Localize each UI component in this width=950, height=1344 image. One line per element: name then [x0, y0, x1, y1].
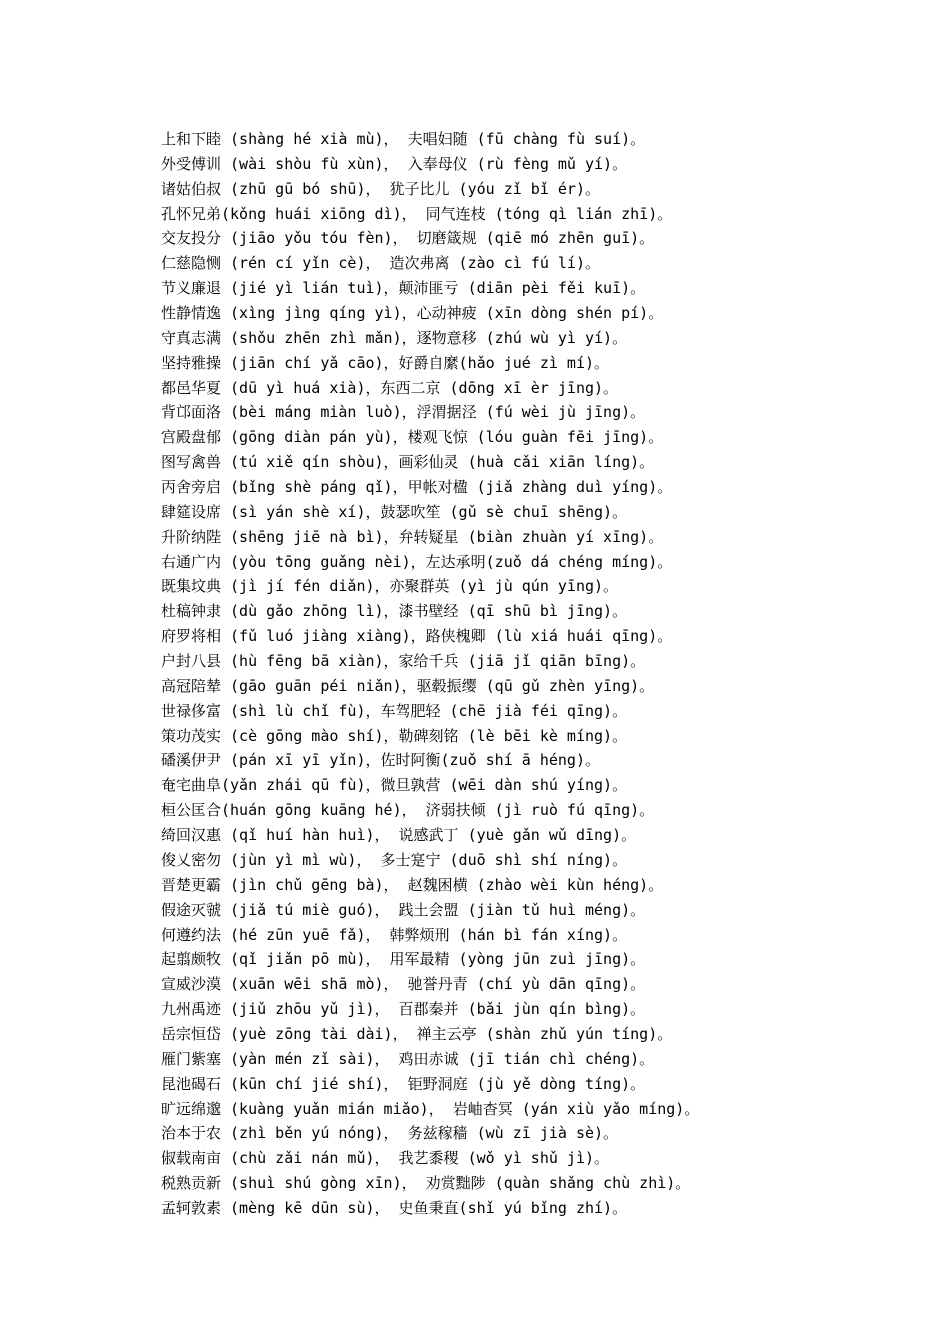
- text-line: 孟轲敦素 (mèng kē dūn sù)， 史鱼秉直(shǐ yú bǐng zhí)。: [161, 1198, 628, 1217]
- text-line: 绮回汉惠 (qǐ huí hàn huì)， 说感武丁 (yuè gǎn wǔ dīng)。: [161, 826, 637, 845]
- text-line: 杜稿钟隶 (dù gǎo zhōng lì)，漆书壁经 (qī shū bì jīng)。: [161, 602, 628, 621]
- text-line: 旷远绵邈 (kuàng yuǎn mián miǎo)， 岩岫杳冥 (yán xiù yǎo míng)。: [161, 1099, 700, 1118]
- text-line: 何遵约法 (hé zūn yuē fǎ)， 韩弊烦刑 (hán bì fán xíng)。: [161, 925, 628, 944]
- text-line: 治本于农 (zhì běn yú nóng)， 务兹稼穑 (wù zī jià sè)。: [161, 1124, 619, 1143]
- text-line: 交友投分 (jiāo yǒu tóu fèn)， 切磨箴规 (qiē mó zhēn guī)。: [161, 229, 655, 248]
- text-line: 晋楚更霸 (jìn chǔ gēng bà)， 赵魏困横 (zhào wèi kùn héng)。: [161, 875, 664, 894]
- text-line: 起翦颇牧 (qǐ jiǎn pō mù)， 用军最精 (yòng jūn zuì jīng)。: [161, 950, 646, 969]
- text-line: 策功茂实 (cè gōng mào shí)，勒碑刻铭 (lè bēi kè míng)。: [161, 726, 628, 745]
- text-line: 孔怀兄弟(kǒng huái xiōng dì)， 同气连枝 (tóng qì lián zhī)。: [161, 204, 673, 223]
- text-line: 守真志满 (shǒu zhēn zhì mǎn)，逐物意移 (zhú wù yì yí)。: [161, 328, 628, 347]
- text-line: 性静情逸 (xìng jìng qíng yì)，心动神疲 (xīn dòng shén pí)。: [161, 304, 664, 323]
- text-line: 昆池碣石 (kūn chí jié shí)， 钜野洞庭 (jù yě dòng tíng)。: [161, 1074, 646, 1093]
- text-line: 丙舍旁启 (bǐng shè páng qǐ)，甲帐对楹 (jiǎ zhàng duì yíng)。: [161, 478, 673, 497]
- text-line: 右通广内 (yòu tōng guǎng nèi)，左达承明(zuǒ dá chéng míng)。: [161, 552, 673, 571]
- text-line: 高冠陪辇 (gāo guān péi niǎn)，驱毂振缨 (qū gǔ zhèn yīng)。: [161, 676, 655, 695]
- text-line: 雁门紫塞 (yàn mén zǐ sài)， 鸡田赤诚 (jī tián chì chéng)。: [161, 1049, 655, 1068]
- text-line: 九州禹迹 (jiǔ zhōu yǔ jì)， 百郡秦并 (bǎi jùn qín bìng)。: [161, 1000, 646, 1019]
- text-line: 岳宗恒岱 (yuè zōng tài dài)， 禅主云亭 (shàn zhǔ yún tíng)。: [161, 1024, 673, 1043]
- text-line: 税熟贡新 (shuì shú gòng xīn)， 劝赏黜陟 (quàn shǎng chù zhì)。: [161, 1174, 691, 1193]
- text-line: 肆筵设席 (sì yán shè xí)，鼓瑟吹笙 (gǔ sè chuī shēng)。: [161, 502, 628, 521]
- text-line: 都邑华夏 (dū yì huá xià)，东西二京 (dōng xī èr jīng)。: [161, 378, 619, 397]
- text-line: 仁慈隐恻 (rén cí yǐn cè)， 造次弗离 (zào cì fú lí)。: [161, 254, 600, 273]
- text-line: 假途灭虢 (jiǎ tú miè guó)， 践土会盟 (jiàn tǔ huì méng)。: [161, 900, 646, 919]
- text-line: 上和下睦 (shàng hé xià mù)， 夫唱妇随 (fū chàng fù suí)。: [161, 130, 646, 148]
- text-line: 升阶纳陛 (shēng jiē nà bì)，弁转疑星 (biàn zhuàn yí xīng)。: [161, 527, 664, 546]
- text-line: 奄宅曲阜(yǎn zhái qū fù)，微旦孰营 (wēi dàn shú yíng)。: [161, 776, 628, 795]
- text-line: 图写禽兽 (tú xiě qín shòu)，画彩仙灵 (huà cǎi xiān líng)。: [161, 453, 655, 472]
- text-line: 外受傅训 (wài shòu fù xùn)， 入奉母仪 (rù fèng mǔ yí)。: [161, 154, 628, 173]
- text-line: 府罗将相 (fǔ luó jiàng xiàng)，路侠槐卿 (lù xiá huái qīng)。: [161, 627, 673, 646]
- text-line: 宫殿盘郁 (gōng diàn pán yù)，楼观飞惊 (lóu guàn fēi jīng)。: [161, 428, 664, 447]
- text-line: 户封八县 (hù fēng bā xiàn)，家给千兵 (jiā jǐ qiān bīng)。: [161, 652, 646, 671]
- text-line: 背邙面洛 (bèi máng miàn luò)，浮渭据泾 (fú wèi jù jīng)。: [161, 403, 646, 422]
- text-line: 俊乂密勿 (jùn yì mì wù)， 多士寔宁 (duō shì shí níng)。: [161, 850, 628, 869]
- text-line: 节义廉退 (jié yì lián tuì)，颠沛匪亏 (diān pèi fěi kuī)。: [161, 279, 646, 298]
- text-line: 桓公匡合(huán gōng kuāng hé)， 济弱扶倾 (jì ruò fú qīng)。: [161, 801, 655, 820]
- text-line: 磻溪伊尹 (pán xī yī yǐn)，佐时阿衡(zuǒ shí ā héng)。: [161, 751, 600, 770]
- text-line: 俶载南亩 (chù zǎi nán mǔ)， 我艺黍稷 (wǒ yì shǔ jì)。: [161, 1149, 610, 1168]
- text-line: 宣威沙漠 (xuān wēi shā mò)， 驰誉丹青 (chí yù dān qīng)。: [161, 975, 646, 994]
- text-lines: [161, 127, 921, 1221]
- text-line: 世禄侈富 (shì lù chǐ fù)，车驾肥轻 (chē jià féi qīng)。: [161, 701, 628, 720]
- text-line: 坚持雅操 (jiān chí yǎ cāo)，好爵自縻(hǎo jué zì mí)。: [161, 353, 610, 372]
- text-line: 既集坟典 (jì jí fén diǎn)，亦聚群英 (yì jù qún yīng)。: [161, 577, 619, 596]
- text-line: 诸姑伯叔 (zhū gū bó shū)， 犹子比儿 (yóu zǐ bǐ ér)。: [161, 179, 600, 198]
